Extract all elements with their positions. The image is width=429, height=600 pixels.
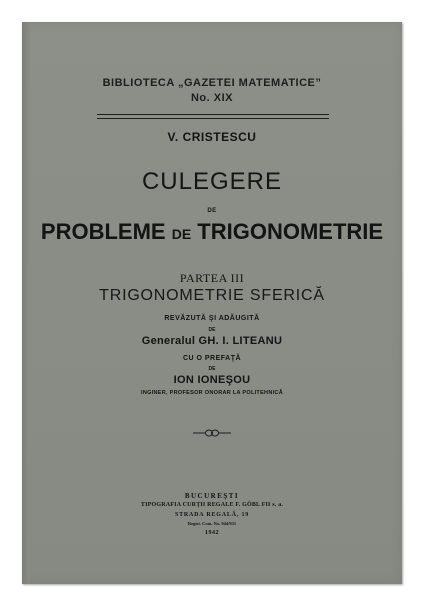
reviser-name: Generalul GH. I. LITEANU <box>141 335 283 347</box>
series-title: BIBLIOTECA „GAZETEI MATEMATICE” <box>102 77 322 89</box>
preface-note: CU O PREFAŢĂ <box>182 355 242 362</box>
series-number: No. XIX <box>190 92 233 104</box>
printer-name: TIPOGRAFIA CURŢII REGALE F. GÖBL FII s. a. <box>140 502 284 508</box>
book-cover <box>22 22 402 584</box>
title-connector: DE <box>207 208 217 214</box>
author-name: V. CRISTESCU <box>167 130 257 144</box>
title-line-1: CULEGERE <box>141 168 283 195</box>
preface-by: DE <box>208 366 216 372</box>
title-word-trigonometrie: TRIGONOMETRIE <box>197 219 384 244</box>
revised-by: DE <box>208 327 216 333</box>
registry-number: Regist. Com. No. 944/931 <box>187 521 237 526</box>
title-line-2 <box>22 219 402 245</box>
part-number: PARTEA III <box>179 271 245 285</box>
prefacer-title: INGINER, PROFESOR ONORAR LA POLITEHNICĂ <box>141 390 283 396</box>
printer-address: STRADA REGALĂ, 19 <box>174 512 250 518</box>
publisher-city: BUCUREŞTI <box>184 492 240 500</box>
divider-rule <box>97 118 329 119</box>
scroll-ornament-icon <box>193 427 231 439</box>
publication-year: 1942 <box>205 530 219 536</box>
prefacer-name: ION IONEŞOU <box>173 374 251 386</box>
revised-note: REVĂZUTĂ ŞI ADĂUGITĂ <box>164 315 260 322</box>
title-word-de: DE <box>171 226 192 242</box>
divider-rule <box>97 114 329 115</box>
title-word-probleme: PROBLEME <box>40 219 166 244</box>
subtitle: TRIGONOMETRIE SFERICĂ <box>99 287 325 304</box>
